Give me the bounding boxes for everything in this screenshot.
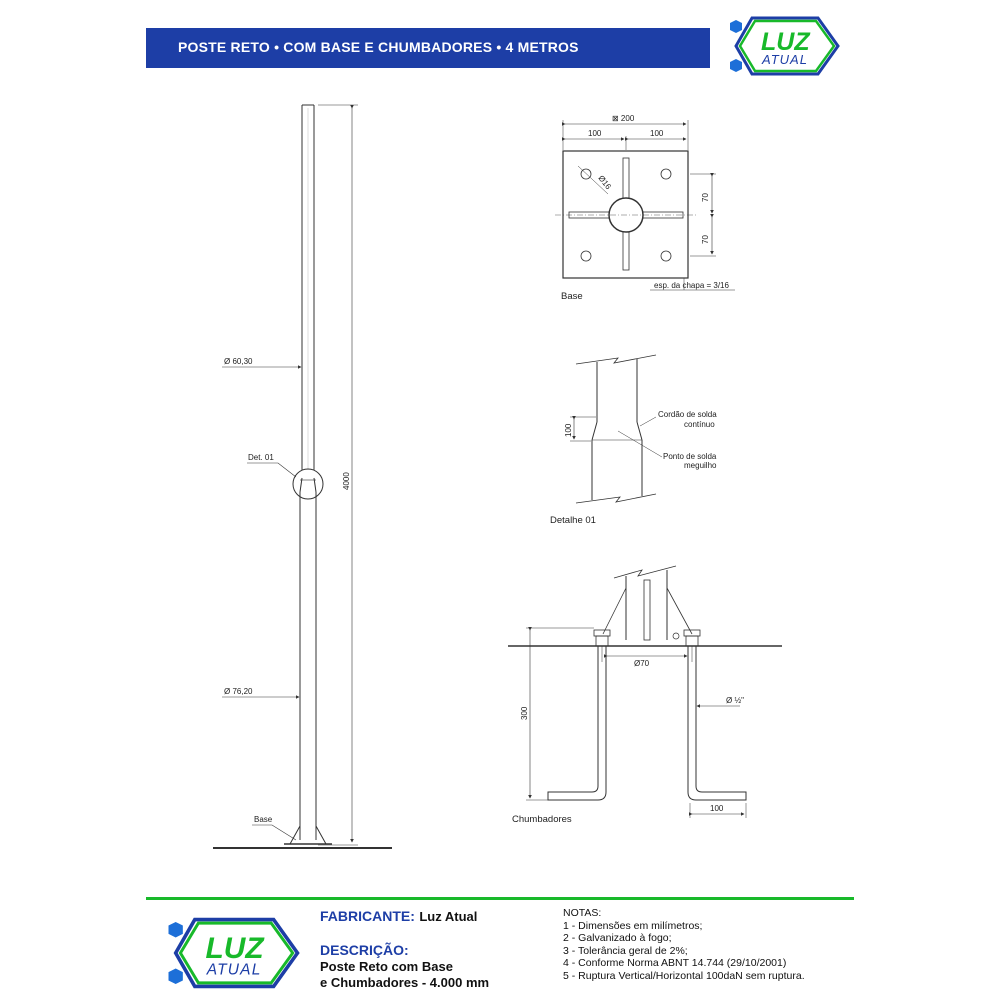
description-line1: Poste Reto com Base <box>320 959 453 974</box>
detail-weld1-line2: contínuo <box>684 420 715 429</box>
logo-word-atual: ATUAL <box>762 52 808 67</box>
logo-word-luz: LUZ <box>761 28 810 56</box>
note-item: 3 - Tolerância geral de 2%; <box>563 944 688 957</box>
brand-logo-bottom <box>158 910 308 996</box>
pole-height: 4000 <box>342 472 351 490</box>
base-dim-total: ⊠ 200 <box>612 114 635 123</box>
anchor-foot: 100 <box>710 804 724 813</box>
detail-weld2-line2: meguilho <box>684 461 717 470</box>
detail-01-drawing <box>570 355 662 503</box>
notes <box>563 907 805 983</box>
base-dim-v1: 70 <box>701 193 710 202</box>
anchors-title: Chumbadores <box>512 814 572 825</box>
description <box>320 942 489 990</box>
pole-detail-ref: Det. 01 <box>248 453 274 462</box>
pole-base-label: Base <box>254 815 273 824</box>
pole-dia-bottom: Ø 76,20 <box>224 687 253 696</box>
detail-weld1-line1: Cordão de solda <box>658 410 717 419</box>
note-item: 5 - Ruptura Vertical/Horizontal 100daN sem ruptura. <box>563 969 805 982</box>
anchor-depth: 300 <box>520 706 529 720</box>
note-item: 4 - Conforme Norma ABNT 14.744 (29/10/2001) <box>563 957 787 970</box>
base-hole-dia: Ø16 <box>596 173 613 192</box>
manufacturer-label: FABRICANTE: <box>320 908 415 924</box>
manufacturer <box>320 908 477 926</box>
detail-dim-100: 100 <box>564 423 573 437</box>
note-item: 2 - Galvanizado à fogo; <box>563 932 672 945</box>
description-line2: e Chumbadores - 4.000 mm <box>320 975 490 990</box>
base-dim-right: 100 <box>650 129 664 138</box>
anchor-dia-center: Ø70 <box>634 659 650 668</box>
detail-weld2-line1: Ponto de solda <box>663 452 717 461</box>
base-plan-drawing <box>555 120 735 290</box>
manufacturer-value: Luz Atual <box>419 909 478 924</box>
description-label: DESCRIÇÃO: <box>320 942 409 958</box>
logo-emblem <box>158 910 308 996</box>
note-item: 1 - Dimensões em milímetros; <box>563 919 703 932</box>
anchor-dia-bolt: Ø ½" <box>726 696 744 705</box>
footer-divider <box>146 897 854 900</box>
logo-word-luz: LUZ <box>205 931 264 965</box>
base-thickness: esp. da chapa = 3/16 <box>654 281 729 290</box>
base-dim-v2: 70 <box>701 235 710 244</box>
pole-drawing <box>213 105 392 848</box>
logo-word-atual: ATUAL <box>206 961 262 979</box>
page-title: POSTE RETO • COM BASE E CHUMBADORES • 4 METROS <box>178 39 579 55</box>
pole-dia-top: Ø 60,30 <box>224 357 253 366</box>
base-title: Base <box>561 291 583 302</box>
detail-title: Detalhe 01 <box>550 515 596 526</box>
notes-title: NOTAS: <box>563 907 602 919</box>
anchors-drawing <box>508 566 782 818</box>
base-dim-left: 100 <box>588 129 602 138</box>
